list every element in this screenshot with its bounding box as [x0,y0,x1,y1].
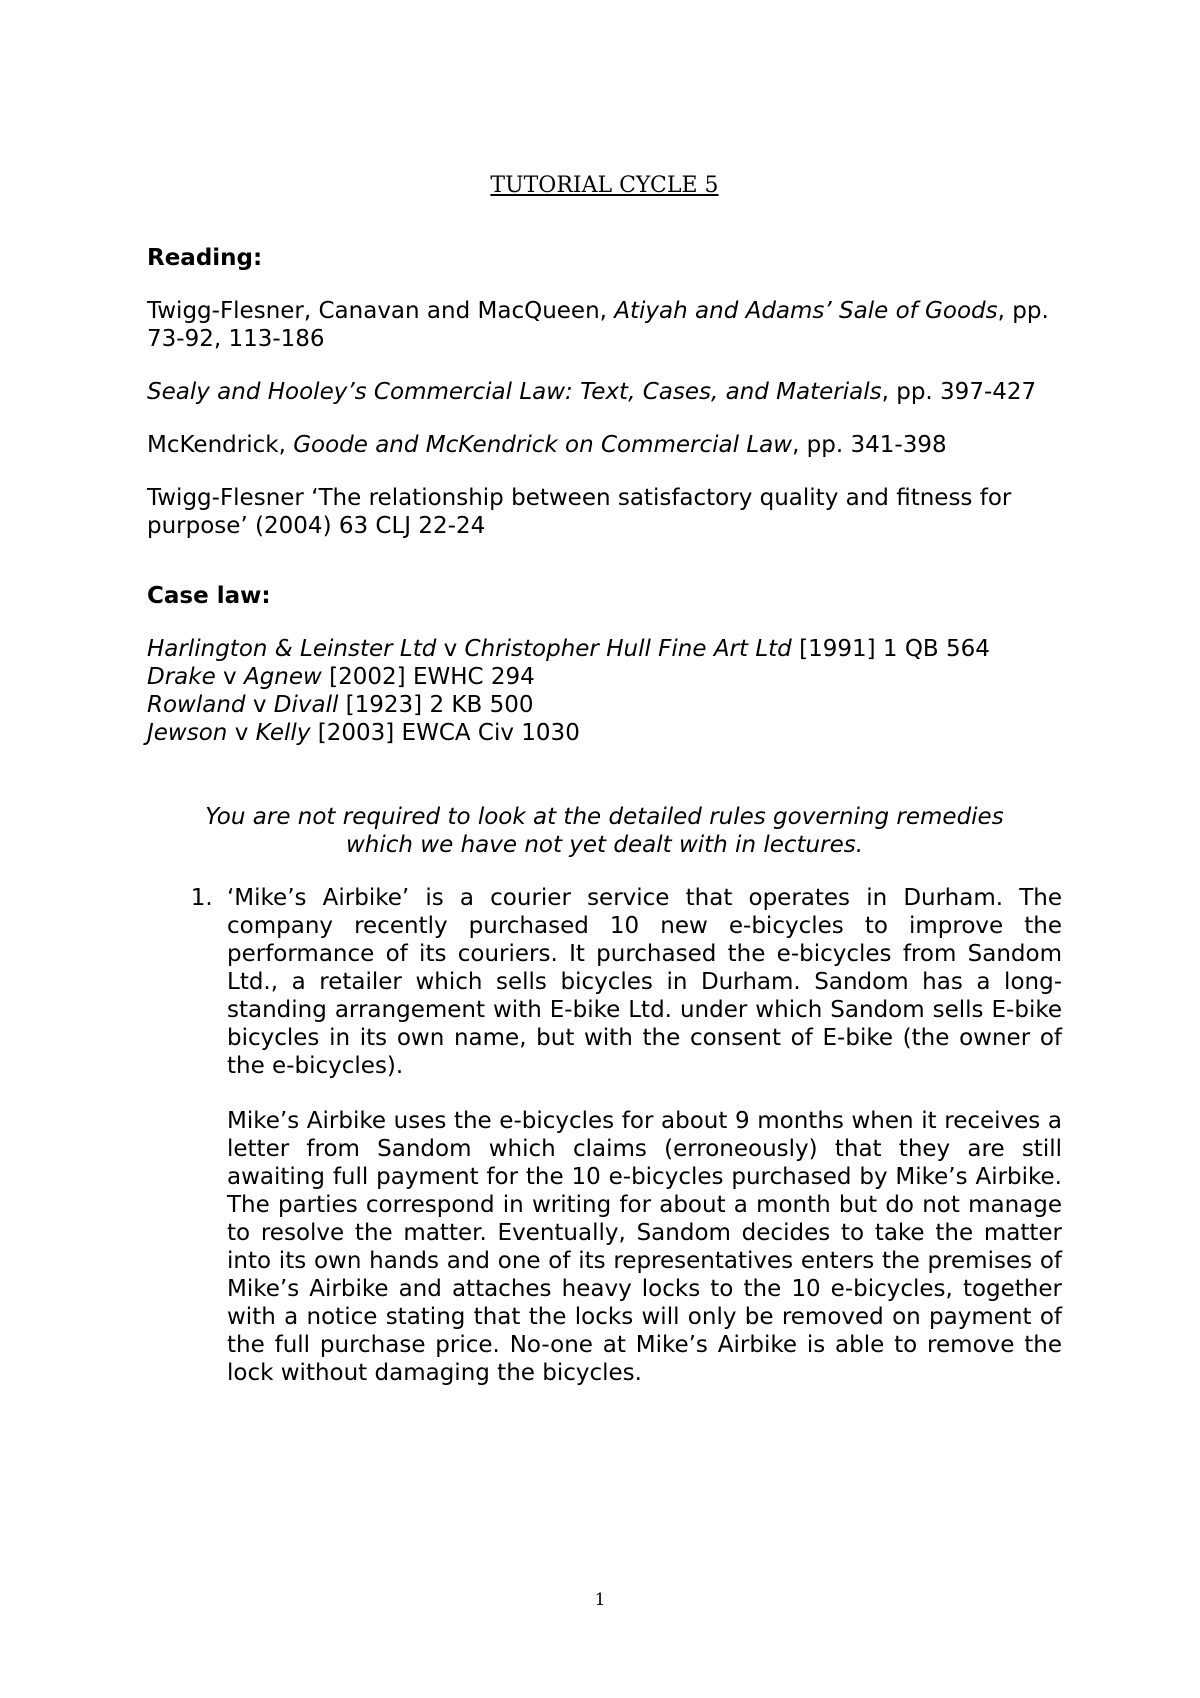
case-law-heading: Case law: [147,583,271,609]
reading-item: Sealy and Hooley’s Commercial Law: Text, Cases, and Materials, pp. 397-427 [147,379,1037,405]
reading-heading: Reading: [147,245,263,271]
case-item: Rowland v Divall [1923] 2 KB 500 [147,692,534,718]
reading-item: McKendrick, Goode and McKendrick on Commercial Law, pp. 341-398 [147,432,947,458]
question-item [220,884,1062,1387]
question-list [147,884,1062,1387]
case-list [147,635,1062,747]
reading-item: Twigg-Flesner ‘The relationship between satisfactory quality and fitness for purpose’ (2004) 63 CLJ 22-24 [147,485,1012,539]
question-paragraph: 1. ‘Mike’s Airbike’ is a courier service that operates in Durham. The company recently purchased 10 new e-bicycles to improve the performance of its couriers. It purchased the e-bicycles from Sandom Ltd., a retailer which sells bicycles in Durham. Sandom has a long- standing arrangement with E-bike Ltd. under which Sandom sells E-bike bicycles in its own name, but with the consent of E-bike (the owner of the e-bicycles). [227,885,1062,1079]
page-title: TUTORIAL CYCLE 5 [490,173,719,198]
case-item: Harlington & Leinster Ltd v Christopher Hull Fine Art Ltd [1991] 1 QB 564 [147,636,990,662]
page-number: 1 [594,1590,606,1610]
case-item: Drake v Agnew [2002] EWHC 294 [147,664,535,690]
reading-item: Twigg-Flesner, Canavan and MacQueen, Atiyah and Adams’ Sale of Goods, pp. 73-92, 113-186 [147,298,1049,352]
question-paragraph: Mike’s Airbike uses the e-bicycles for about 9 months when it receives a letter from Sandom which claims (erroneously) that they are still awaiting full payment for the 10 e-bicycles purchased by Mike’s Airbike. The parties correspond in writing for about a month but do not manage to resolve the matter. Eventually, Sandom decides to take the matter into its own hands and one of its representatives enters the premises of Mike’s Airbike and attaches heavy locks to the 10 e-bicycles, together with a notice stating that the locks will only be removed on payment of the full purchase price. No-one at Mike’s Airbike is able to remove the lock without damaging the bicycles. [227,1108,1062,1386]
remedies-note: You are not required to look at the detailed rules governing remedies which we have not yet dealt with in lectures. [205,804,1004,858]
page-content [147,172,1062,1387]
case-item: Jewson v Kelly [2003] EWCA Civ 1030 [147,720,580,746]
